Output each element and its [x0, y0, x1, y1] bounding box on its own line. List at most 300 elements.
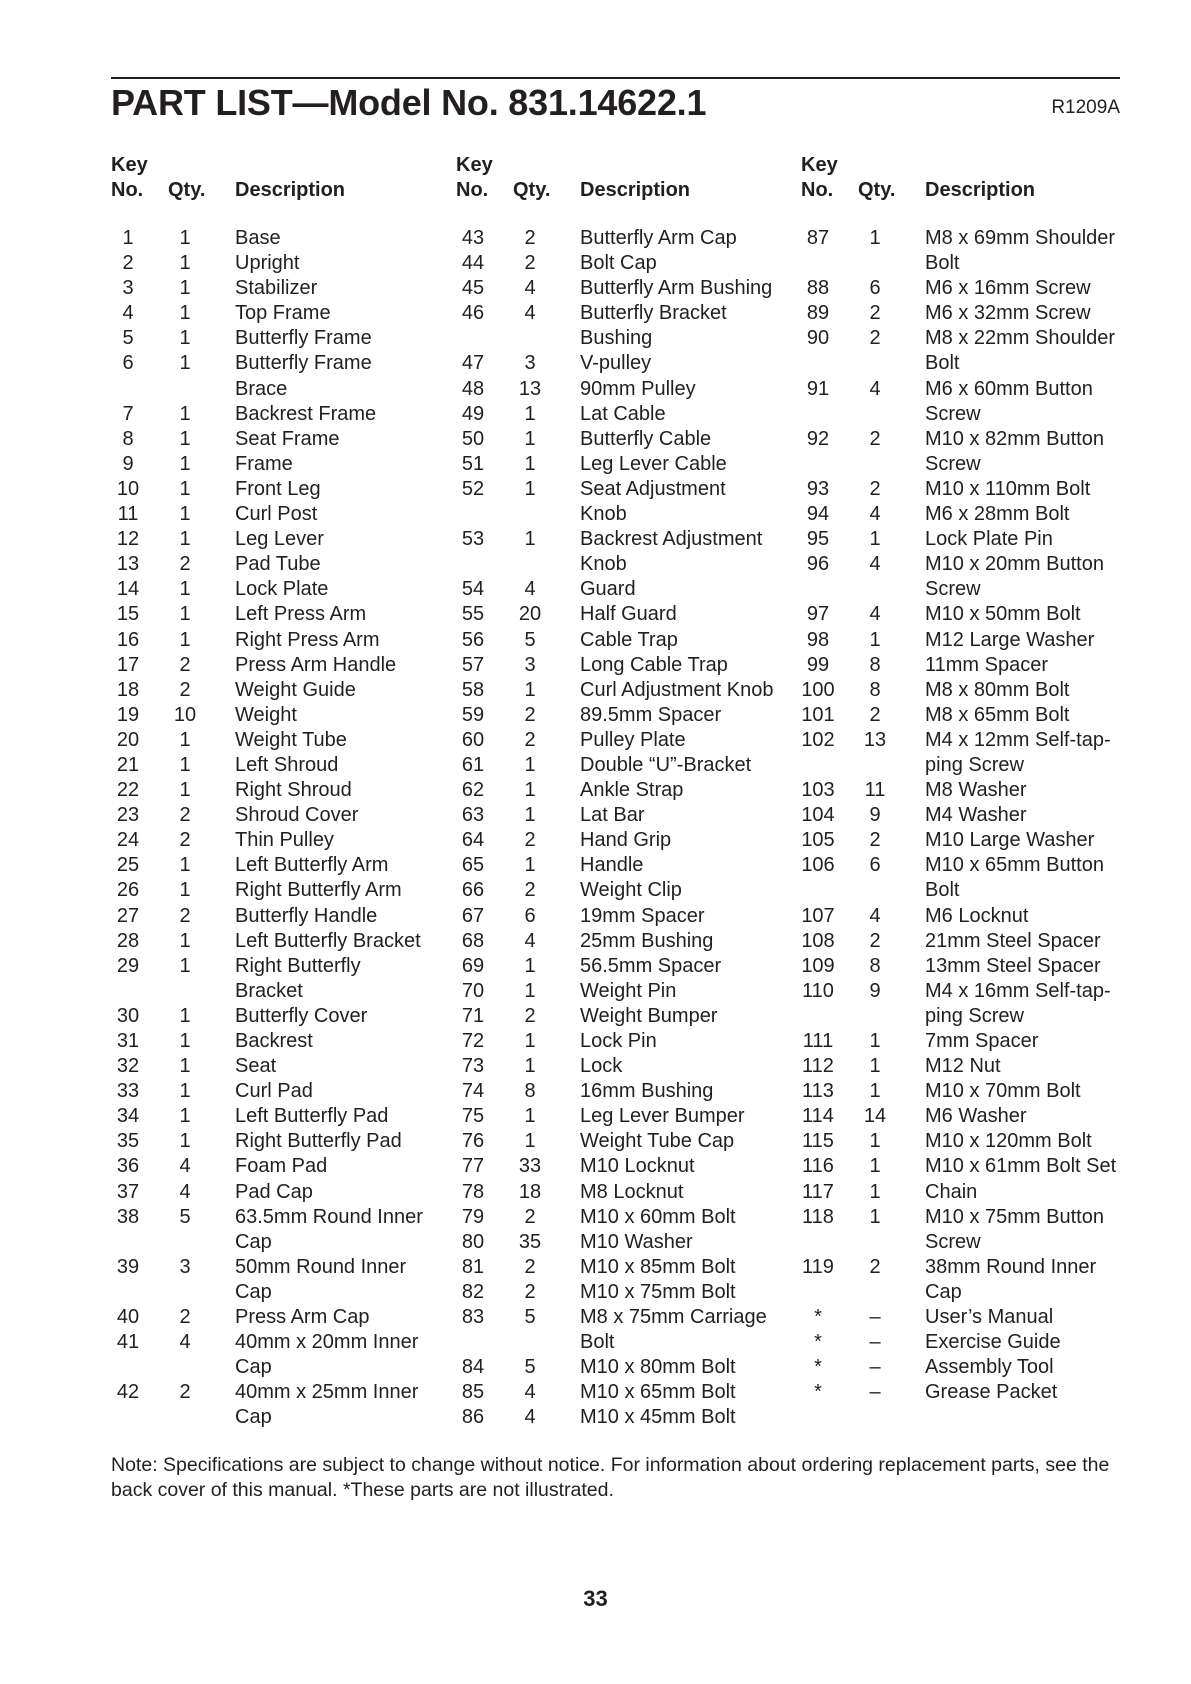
- key-header-line2: No.: [111, 179, 144, 201]
- part-description: Leg Lever Cable: [580, 452, 727, 475]
- part-row: [111, 1079, 446, 1104]
- part-quantity: 2: [524, 879, 536, 902]
- part-description: Lat Cable: [580, 402, 666, 425]
- title-rule: [111, 77, 1120, 79]
- part-description: Thin Pulley: [235, 829, 334, 852]
- part-key-number: 118: [802, 1205, 834, 1228]
- part-row: [801, 276, 1136, 301]
- part-quantity: 20: [518, 603, 542, 626]
- part-row: [801, 1230, 1136, 1255]
- part-row: [111, 904, 446, 929]
- part-quantity: 2: [869, 929, 881, 952]
- part-row: [111, 1330, 446, 1355]
- part-row: [801, 628, 1136, 653]
- part-key-number: 68: [461, 929, 485, 952]
- part-key-number: 99: [806, 653, 830, 676]
- part-row: [801, 728, 1136, 753]
- part-key-number: 69: [461, 954, 485, 977]
- part-description: M8 Washer: [925, 779, 1027, 802]
- part-row: [456, 1205, 791, 1230]
- part-key-number: 16: [116, 628, 140, 651]
- part-quantity: 1: [524, 402, 536, 425]
- part-quantity: 1: [179, 929, 191, 952]
- part-description: Bolt: [925, 252, 960, 275]
- part-description: Right Butterfly: [235, 954, 361, 977]
- part-description: Pad Tube: [235, 553, 321, 576]
- part-quantity: 1: [179, 578, 191, 601]
- part-description: M8 x 22mm Shoulder: [925, 327, 1116, 350]
- part-key-number: 54: [461, 578, 485, 601]
- part-description: M4 Washer: [925, 804, 1027, 827]
- description-header: Description: [580, 179, 691, 201]
- part-description: M10 x 61mm Bolt Set: [925, 1155, 1117, 1178]
- part-description: Weight Tube: [235, 728, 347, 751]
- part-key-number: 47: [461, 352, 485, 375]
- part-description: M10 x 70mm Bolt: [925, 1080, 1081, 1103]
- part-key-number: 7: [122, 402, 134, 425]
- part-row: [111, 377, 446, 402]
- part-row: [111, 753, 446, 778]
- part-description: Bolt: [580, 1331, 615, 1354]
- part-description: M8 x 69mm Shoulder: [925, 227, 1116, 249]
- part-key-number: 14: [116, 578, 140, 601]
- part-description: Lock Plate Pin: [925, 528, 1053, 551]
- part-key-number: 83: [461, 1306, 485, 1329]
- part-row: [801, 878, 1136, 903]
- part-key-number: 90: [806, 327, 830, 350]
- part-description: Weight Guide: [235, 678, 356, 701]
- part-description: M10 x 45mm Bolt: [580, 1406, 736, 1429]
- part-description: M6 x 28mm Bolt: [925, 503, 1070, 526]
- part-row: [801, 954, 1136, 979]
- part-key-number: 15: [116, 603, 140, 626]
- part-row: [111, 1004, 446, 1029]
- part-description: Backrest: [235, 1030, 313, 1052]
- part-quantity: 4: [524, 1406, 536, 1429]
- part-quantity: 1: [179, 728, 191, 751]
- part-row: [111, 1405, 446, 1430]
- part-description: 19mm Spacer: [580, 904, 705, 927]
- part-description: Leg Lever: [235, 528, 324, 551]
- part-description: 63.5mm Round Inner: [235, 1205, 423, 1228]
- part-description: Grease Packet: [925, 1381, 1058, 1404]
- part-row: [801, 1004, 1136, 1029]
- part-key-number: 38: [116, 1205, 140, 1228]
- part-key-number: *: [814, 1306, 822, 1329]
- part-quantity: 1: [179, 1080, 191, 1103]
- part-key-number: 110: [802, 979, 834, 1002]
- part-description: Chain: [925, 1180, 978, 1203]
- part-row: [111, 1280, 446, 1305]
- page-title: PART LIST—Model No. 831.14622.1: [111, 82, 707, 123]
- part-row: [111, 1205, 446, 1230]
- part-key-number: 46: [461, 302, 485, 325]
- part-description: 90mm Pulley: [580, 377, 696, 400]
- part-description: Shroud Cover: [235, 804, 359, 827]
- part-quantity: 1: [179, 302, 191, 325]
- part-key-number: 51: [461, 452, 485, 475]
- part-key-number: 117: [802, 1180, 834, 1203]
- part-row: [456, 552, 791, 577]
- part-description: 56.5mm Spacer: [580, 954, 722, 977]
- part-quantity: 1: [524, 854, 536, 877]
- part-row: [456, 1355, 791, 1380]
- part-row: [801, 452, 1136, 477]
- parts-column-1: [111, 151, 446, 1431]
- part-key-number: 34: [116, 1105, 140, 1128]
- part-quantity: 2: [179, 804, 191, 827]
- part-description: 38mm Round Inner: [925, 1255, 1097, 1278]
- part-key-number: 30: [116, 1004, 140, 1027]
- part-row: [801, 1079, 1136, 1104]
- part-description: Cap: [235, 1280, 272, 1303]
- part-row: [456, 853, 791, 878]
- part-key-number: 104: [801, 804, 835, 827]
- part-quantity: 1: [869, 1030, 881, 1052]
- part-description: M6 x 32mm Screw: [925, 302, 1091, 325]
- part-description: Lat Bar: [580, 804, 645, 827]
- part-quantity: 1: [179, 1055, 191, 1078]
- part-quantity: 1: [179, 402, 191, 425]
- part-key-number: 65: [461, 854, 485, 877]
- part-quantity: 2: [869, 1255, 881, 1278]
- part-row: [801, 1129, 1136, 1154]
- part-quantity: 2: [869, 302, 881, 325]
- part-quantity: 1: [524, 678, 536, 701]
- part-quantity: 14: [863, 1105, 887, 1128]
- part-quantity: 1: [179, 477, 191, 500]
- part-key-number: 39: [116, 1255, 140, 1278]
- part-row: [801, 477, 1136, 502]
- part-description: 40mm x 25mm Inner: [235, 1381, 419, 1404]
- part-row: [456, 1004, 791, 1029]
- part-description: Ankle Strap: [580, 779, 684, 802]
- part-row: [456, 1079, 791, 1104]
- part-description: 21mm Steel Spacer: [925, 929, 1101, 952]
- part-row: [456, 301, 791, 326]
- part-description: Base: [235, 227, 281, 249]
- part-row: [456, 477, 791, 502]
- part-description: ping Screw: [925, 753, 1024, 776]
- part-quantity: –: [869, 1306, 881, 1329]
- part-quantity: 4: [524, 929, 536, 952]
- column-header: [111, 151, 446, 204]
- part-row: [456, 1255, 791, 1280]
- part-row: [801, 979, 1136, 1004]
- part-quantity: 2: [869, 327, 881, 350]
- part-quantity: 1: [524, 753, 536, 776]
- part-key-number: 66: [461, 879, 485, 902]
- part-key-number: 49: [461, 402, 485, 425]
- part-key-number: 6: [122, 352, 134, 375]
- part-key-number: *: [814, 1356, 822, 1379]
- part-row: [111, 251, 446, 276]
- part-quantity: –: [869, 1381, 881, 1404]
- part-row: [111, 929, 446, 954]
- part-key-number: 91: [806, 377, 830, 400]
- part-quantity: 1: [179, 954, 191, 977]
- part-key-number: 19: [116, 703, 140, 726]
- part-key-number: 23: [116, 804, 140, 827]
- part-description: Cap: [235, 1406, 272, 1429]
- part-quantity: 3: [524, 352, 536, 375]
- part-description: Half Guard: [580, 603, 677, 626]
- part-key-number: 13: [116, 553, 140, 576]
- part-quantity: 1: [179, 1004, 191, 1027]
- part-description: Seat: [235, 1055, 277, 1078]
- key-header-line2: No.: [456, 179, 489, 201]
- part-row: [111, 577, 446, 602]
- part-quantity: 4: [524, 277, 536, 300]
- parts-rows: [111, 226, 446, 1431]
- part-quantity: 1: [524, 1105, 536, 1128]
- part-row: [801, 1380, 1136, 1405]
- part-quantity: 5: [524, 1306, 536, 1329]
- part-row: [801, 527, 1136, 552]
- part-row: [111, 703, 446, 728]
- part-description: Butterfly Arm Cap: [580, 227, 737, 249]
- description-header: Description: [925, 179, 1036, 201]
- part-quantity: 1: [179, 452, 191, 475]
- part-key-number: 114: [802, 1105, 834, 1128]
- part-quantity: 1: [869, 1180, 881, 1203]
- part-description: Left Butterfly Pad: [235, 1105, 389, 1128]
- part-key-number: 63: [461, 804, 485, 827]
- part-description: M6 x 16mm Screw: [925, 277, 1091, 300]
- part-quantity: 13: [518, 377, 542, 400]
- part-key-number: 3: [122, 277, 134, 300]
- part-row: [801, 778, 1136, 803]
- part-quantity: 1: [179, 753, 191, 776]
- part-quantity: 2: [179, 678, 191, 701]
- part-description: Assembly Tool: [925, 1356, 1054, 1379]
- part-quantity: 1: [869, 227, 881, 249]
- part-key-number: 21: [116, 753, 140, 776]
- part-row: [111, 628, 446, 653]
- part-description: Top Frame: [235, 302, 331, 325]
- part-row: [801, 301, 1136, 326]
- part-description: 7mm Spacer: [925, 1030, 1039, 1052]
- part-row: [801, 803, 1136, 828]
- part-row: [801, 1104, 1136, 1129]
- part-description: Lock Plate: [235, 578, 329, 601]
- part-key-number: 52: [461, 477, 485, 500]
- part-quantity: 8: [869, 678, 881, 701]
- part-key-number: 75: [461, 1105, 485, 1128]
- part-key-number: 55: [461, 603, 485, 626]
- part-description: Weight Bumper: [580, 1004, 718, 1027]
- part-row: [111, 1029, 446, 1054]
- part-description: M8 Locknut: [580, 1180, 684, 1203]
- part-quantity: 1: [179, 427, 191, 450]
- document-code: R1209A: [1051, 97, 1120, 118]
- part-description: Bracket: [235, 979, 303, 1002]
- part-row: [801, 1054, 1136, 1079]
- part-row: [111, 803, 446, 828]
- part-key-number: 113: [802, 1080, 834, 1103]
- qty-header: Qty.: [513, 179, 551, 201]
- part-key-number: 37: [116, 1180, 140, 1203]
- part-key-number: 105: [801, 829, 835, 852]
- part-key-number: 31: [116, 1030, 140, 1052]
- part-key-number: 109: [801, 954, 835, 977]
- part-quantity: 1: [179, 1105, 191, 1128]
- part-quantity: 1: [869, 1055, 881, 1078]
- part-row: [111, 502, 446, 527]
- part-quantity: 1: [524, 1030, 536, 1052]
- part-quantity: 4: [179, 1180, 191, 1203]
- part-description: Curl Adjustment Knob: [580, 678, 774, 701]
- column-header: [456, 151, 791, 204]
- part-description: Stabilizer: [235, 277, 318, 300]
- key-header-line2: No.: [801, 179, 834, 201]
- part-description: Curl Pad: [235, 1080, 313, 1103]
- part-row: [801, 1355, 1136, 1380]
- part-key-number: 82: [461, 1280, 485, 1303]
- part-quantity: 1: [179, 628, 191, 651]
- part-row: [111, 979, 446, 1004]
- part-row: [111, 276, 446, 301]
- part-row: [456, 979, 791, 1004]
- part-row: [801, 753, 1136, 778]
- part-row: [111, 778, 446, 803]
- part-key-number: 95: [806, 528, 830, 551]
- part-row: [456, 502, 791, 527]
- part-quantity: 2: [869, 829, 881, 852]
- part-description: Left Butterfly Arm: [235, 854, 389, 877]
- part-description: Pad Cap: [235, 1180, 313, 1203]
- part-quantity: 4: [524, 578, 536, 601]
- part-row: [801, 853, 1136, 878]
- part-row: [801, 1205, 1136, 1230]
- part-quantity: 1: [524, 954, 536, 977]
- part-row: [111, 326, 446, 351]
- part-row: [456, 1180, 791, 1205]
- part-description: Cap: [925, 1280, 962, 1303]
- part-description: M10 x 60mm Bolt: [580, 1205, 736, 1228]
- part-description: Backrest Frame: [235, 402, 377, 425]
- description-header: Description: [235, 179, 346, 201]
- part-quantity: 2: [524, 728, 536, 751]
- part-key-number: 72: [461, 1030, 485, 1052]
- part-quantity: 1: [179, 779, 191, 802]
- part-quantity: 2: [524, 1004, 536, 1027]
- part-description: Screw: [925, 402, 981, 425]
- part-row: [111, 1180, 446, 1205]
- part-description: Seat Frame: [235, 427, 340, 450]
- part-quantity: 1: [179, 854, 191, 877]
- part-row: [111, 351, 446, 376]
- part-row: [111, 1255, 446, 1280]
- part-description: Cap: [235, 1356, 272, 1379]
- part-description: Front Leg: [235, 477, 321, 500]
- qty-header: Qty.: [168, 179, 206, 201]
- part-description: Foam Pad: [235, 1155, 328, 1178]
- part-quantity: 1: [179, 277, 191, 300]
- page-number: 33: [583, 1586, 608, 1611]
- part-quantity: 8: [869, 653, 881, 676]
- part-key-number: 40: [116, 1306, 140, 1329]
- part-description: Backrest Adjustment: [580, 528, 763, 551]
- part-key-number: 27: [116, 904, 140, 927]
- part-row: [801, 1154, 1136, 1179]
- part-row: [111, 678, 446, 703]
- part-description: Left Shroud: [235, 753, 339, 776]
- part-key-number: 89: [806, 302, 830, 325]
- part-row: [801, 1305, 1136, 1330]
- part-key-number: 116: [802, 1155, 834, 1178]
- part-description: M10 x 75mm Bolt: [580, 1280, 736, 1303]
- part-row: [456, 577, 791, 602]
- part-row: [456, 1230, 791, 1255]
- part-row: [801, 402, 1136, 427]
- part-description: Weight: [235, 703, 297, 726]
- part-quantity: 4: [179, 1155, 191, 1178]
- key-header-line1: Key: [111, 154, 148, 176]
- part-quantity: 1: [179, 327, 191, 350]
- part-row: [111, 653, 446, 678]
- part-description: M10 x 80mm Bolt: [580, 1356, 736, 1379]
- part-row: [111, 878, 446, 903]
- part-row: [801, 602, 1136, 627]
- part-key-number: 56: [461, 628, 485, 651]
- part-row: [456, 929, 791, 954]
- part-description: Right Press Arm: [235, 628, 380, 651]
- part-quantity: –: [869, 1331, 881, 1354]
- part-description: M10 x 82mm Button: [925, 427, 1104, 450]
- part-quantity: 1: [524, 979, 536, 1002]
- part-row: [111, 853, 446, 878]
- part-quantity: 2: [179, 653, 191, 676]
- part-description: Brace: [235, 377, 288, 400]
- part-row: [456, 728, 791, 753]
- part-key-number: 8: [122, 427, 134, 450]
- part-row: [456, 1054, 791, 1079]
- part-key-number: 20: [116, 728, 140, 751]
- part-row: [801, 828, 1136, 853]
- part-description: M8 x 65mm Bolt: [925, 703, 1070, 726]
- part-description: Curl Post: [235, 503, 318, 526]
- part-description: 40mm x 20mm Inner: [235, 1331, 419, 1354]
- part-key-number: 22: [116, 779, 140, 802]
- part-row: [456, 427, 791, 452]
- part-description: M10 Locknut: [580, 1155, 695, 1178]
- part-key-number: 97: [806, 603, 830, 626]
- part-description: M6 Locknut: [925, 904, 1029, 927]
- part-key-number: 18: [116, 678, 140, 701]
- part-key-number: 60: [461, 728, 485, 751]
- part-row: [801, 502, 1136, 527]
- part-description: M10 x 65mm Button: [925, 854, 1104, 877]
- part-key-number: 112: [802, 1055, 834, 1078]
- part-description: Upright: [235, 252, 300, 275]
- part-key-number: 67: [461, 904, 485, 927]
- part-row: [801, 427, 1136, 452]
- part-row: [456, 1330, 791, 1355]
- part-row: [111, 301, 446, 326]
- part-description: Lock: [580, 1055, 623, 1078]
- part-row: [456, 904, 791, 929]
- part-row: [111, 226, 446, 251]
- part-description: Screw: [925, 1230, 981, 1253]
- part-quantity: 1: [179, 1130, 191, 1153]
- part-key-number: 77: [461, 1155, 485, 1178]
- part-key-number: 57: [461, 653, 485, 676]
- part-description: Press Arm Handle: [235, 653, 397, 676]
- part-key-number: 71: [461, 1004, 485, 1027]
- part-key-number: 17: [116, 653, 140, 676]
- part-description: 89.5mm Spacer: [580, 703, 722, 726]
